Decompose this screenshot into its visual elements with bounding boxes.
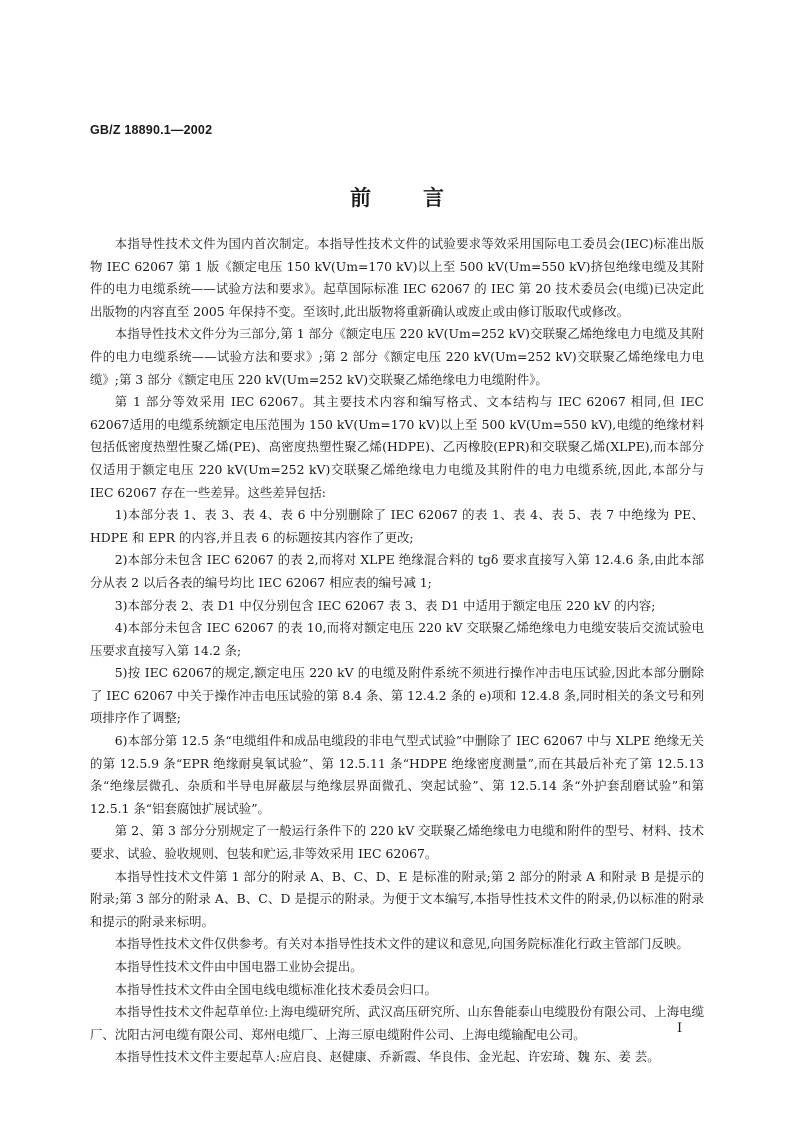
page-number: I [677, 1021, 683, 1036]
standard-code: GB/Z 18890.1—2002 [90, 123, 213, 137]
body-text [90, 233, 704, 1069]
list-item: 5)按 IEC 62067的规定,额定电压 220 kV 的电缆及附件系统不须进行操作冲击电压试验,因此本部分删除了 IEC 62067 中关于操作冲击电压试验的第 8.4 条、第 12.4.2 条的 e)项和 12.4.8 条,同时相关的条文号和列项排序作了调整; [90, 665, 704, 726]
list-item: 4)本部分未包含 IEC 62067 的表 10,而将对额定电压 220 kV 交联聚乙烯绝缘电力电缆安装后交流试验电压要求直接写入第 14.2 条; [90, 620, 704, 658]
paragraph: 本指导性技术文件为国内首次制定。本指导性技术文件的试验要求等效采用国际电工委员会(IEC)标准出版物 IEC 62067 第 1 版《额定电压 150 kV(Um=170 kV)以上至 500 kV(Um=550 kV)挤包绝缘电缆及其附件的电力电缆系统——试验方法和要求》。起草国际标准 IEC 62067 的 IEC 第 20 技术委员会(电缆)已决定此出版物的内容直至 2005 年保持不变。至该时,此出版物将重新确认或废止或由修订版取代或修改。 [90, 236, 704, 319]
page-title: 前言 [350, 185, 496, 210]
paragraph: 本指导性技术文件由全国电线电缆标准化技术委员会归口。 [114, 981, 437, 997]
paragraph: 本指导性技术文件第 1 部分的附录 A、B、C、D、E 是标准的附录;第 2 部分的附录 A 和附录 B 是提示的附录;第 3 部分的附录 A、B、C、D 是提示的附录。为便于文本编写,本指导性技术文件的附录,仍以标准的附录和提示的附录来标明。 [90, 868, 704, 929]
paragraph: 第 1 部分等效采用 IEC 62067。其主要技术内容和编写格式、文本结构与 IEC 62067 相同,但 IEC 62067适用的电缆系统额定电压范围为 150 kV(Um=170 kV)以上至 500 kV(Um=550 kV),电缆的绝缘材料包括低密度热塑性聚乙烯(PE)、高密度热塑性聚乙烯(HDPE)、乙丙橡胶(EPR)和交联聚乙烯(XLPE),而本部分仅适用于额定电压 220 kV(Um=252 kV)交联聚乙烯绝缘电力电缆及其附件的电力电缆系统,因此,本部分与 IEC 62067 存在一些差异。这些差异包括: [90, 394, 704, 500]
paragraph: 本指导性技术文件主要起草人:应启良、赵健康、乔新霞、华良伟、金光起、许宏琦、魏 东、姜 芸。 [114, 1049, 660, 1065]
list-item: 1)本部分表 1、表 3、表 4、表 6 中分别删除了 IEC 62067 的表 1、表 4、表 5、表 7 中绝缘为 PE、HDPE 和 EPR 的内容,并且表 6 的标题按其内容作了更改; [90, 507, 704, 545]
paragraph: 本指导性技术文件分为三部分,第 1 部分《额定电压 220 kV(Um=252 kV)交联聚乙烯绝缘电力电缆及其附件的电力电缆系统——试验方法和要求》;第 2 部分《额定电压 220 kV(Um=252 kV)交联聚乙烯绝缘电力电缆》;第 3 部分《额定电压 220 kV(Um=252 kV)交联聚乙烯绝缘电力电缆附件》。 [90, 326, 704, 387]
paragraph: 第 2、第 3 部分分别规定了一般运行条件下的 220 kV 交联聚乙烯绝缘电力电缆和附件的型号、材料、技术要求、试验、验收规则、包装和贮运,非等效采用 IEC 62067。 [90, 823, 704, 862]
paragraph: 本指导性技术文件由中国电器工业协会提出。 [114, 959, 363, 974]
list-item: 2)本部分未包含 IEC 62067 的表 2,而将对 XLPE 绝缘混合料的 tgδ 要求直接写入第 12.4.6 条,由此本部分从表 2 以后各表的编号均比 IEC 62067 相应表的编号减 1; [90, 552, 704, 590]
list-item: 3)本部分表 2、表 D1 中仅分别包含 IEC 62067 表 3、表 D1 中适用于额定电压 220 kV 的内容; [114, 597, 656, 613]
paragraph: 本指导性技术文件仅供参考。有关对本指导性技术文件的建议和意见,向国务院标准化行政主管部门反映。 [114, 936, 689, 952]
list-item: 6)本部分第 12.5 条“电缆组件和成品电缆段的非电气型式试验”中删除了 IEC 62067 中与 XLPE 绝缘无关的第 12.5.9 条“EPR 绝缘耐臭氧试验”、第 12.5.11 条“HDPE 绝缘密度测量”,而在其最后补充了第 12.5.13 条“绝缘层微孔、杂质和半导电屏蔽层与绝缘层界面微孔、突起试验”、第 12.5.14 条“外护套刮磨试验”和第 12.5.1 条“铝套腐蚀扩展试验”。 [90, 733, 704, 816]
paragraph: 本指导性技术文件起草单位:上海电缆研究所、武汉高压研究所、山东鲁能泰山电缆股份有限公司、上海电缆厂、沈阳古河电缆有限公司、郑州电缆厂、上海三原电缆附件公司、上海电缆输配电公司。 [90, 1004, 704, 1042]
